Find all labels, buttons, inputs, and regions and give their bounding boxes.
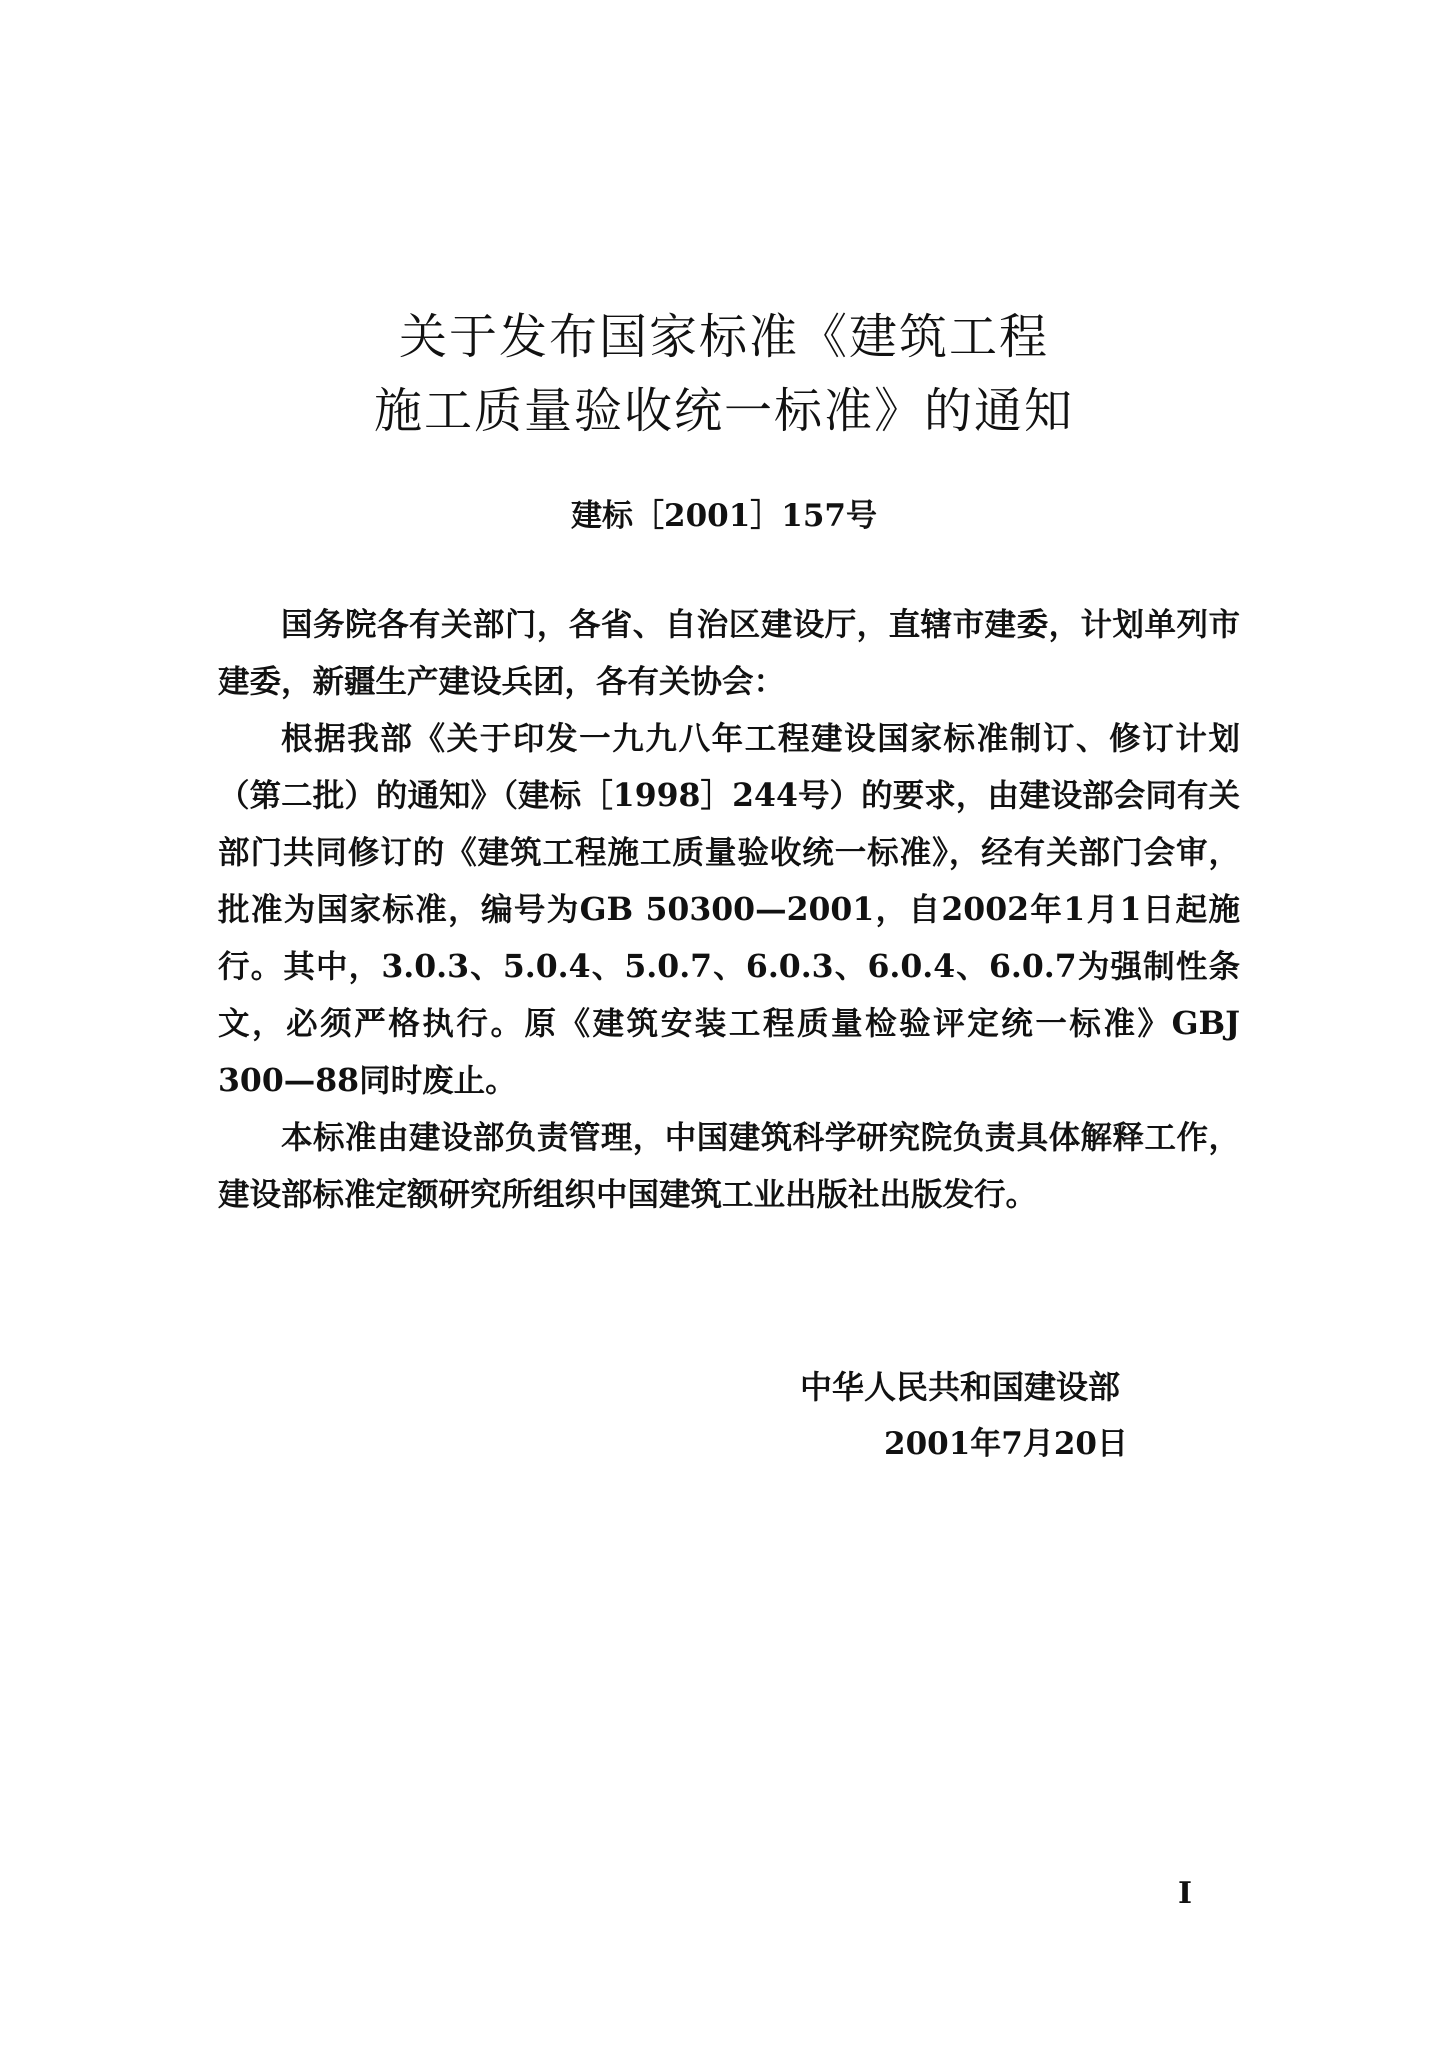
page-number: I bbox=[1178, 1876, 1193, 1911]
document-title-line-1: 关于发布国家标准《建筑工程 bbox=[398, 309, 1049, 365]
body-paragraph-2: 本标准由建设部负责管理，中国建筑科学研究院负责具体解释工作，建设部标准定额研究所组织中国建筑工业出版社出版发行。 bbox=[218, 1119, 1240, 1213]
document-body bbox=[218, 596, 1240, 1223]
document-number: 建标［2001］157号 bbox=[571, 498, 877, 534]
salutation-paragraph: 国务院各有关部门，各省、自治区建设厅，直辖市建委，计划单列市建委，新疆生产建设兵团，各有关协会： bbox=[218, 606, 1240, 700]
signature-date: 2001年7月20日 bbox=[884, 1426, 1128, 1462]
document-title-line-2: 施工质量验收统一标准》的通知 bbox=[373, 383, 1074, 439]
signature-organization: 中华人民共和国建设部 bbox=[800, 1368, 1121, 1406]
body-paragraph-1: 根据我部《关于印发一九九八年工程建设国家标准制订、修订计划（第二批）的通知》（建标［1998］244号）的要求，由建设部会同有关部门共同修订的《建筑工程施工质量验收统一标准》，经有关部门会审，批准为国家标准，编号为GB 50300—2001，自2002年1月1日起施行。其中，3.0.3、5.0.4、5.0.7、6.0.3、6.0.4、6.0.7为强制性条文，必须严格执行。原《建筑安装工程质量检验评定统一标准》GBJ 300—88同时废止。 bbox=[218, 720, 1240, 1099]
